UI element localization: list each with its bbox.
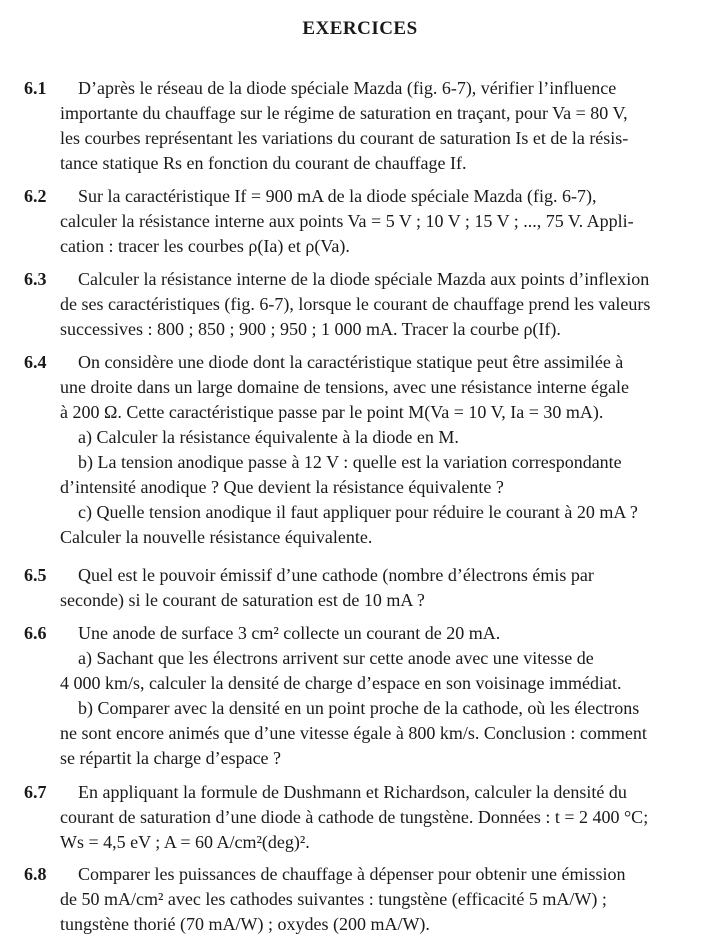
exercise-subquestion: b) Comparer avec la densité en un point proche de la cathode, où les électrons [78,698,640,718]
exercise-line: Une anode de surface 3 cm² collecte un courant de 20 mA. [78,623,501,643]
exercise-line: Ws = 4,5 eV ; A = 60 A/cm²(deg)². [60,832,310,852]
exercise-line: à 200 Ω. Cette caractéristique passe par le point M(Va = 10 V, Ia = 30 mA). [60,402,604,422]
exercise-line: seconde) si le courant de saturation est de 10 mA ? [60,590,425,610]
exercise-line: de ses caractéristiques (fig. 6-7), lorsque le courant de chauffage prend les valeurs [60,294,651,314]
exercise-number: 6.5 [24,565,47,585]
exercise-line: Comparer les puissances de chauffage à dépenser pour obtenir une émission [78,864,626,884]
exercise-line: courant de saturation d’une diode à cathode de tungstène. Données : t = 2 400 °C; [60,807,649,827]
exercise-line: se répartit la charge d’espace ? [60,748,282,768]
exercise-line: successives : 800 ; 850 ; 900 ; 950 ; 1 000 mA. Tracer la courbe ρ(If). [60,319,561,339]
exercise-number: 6.8 [24,864,47,884]
exercise-number: 6.2 [24,186,47,206]
page-title: EXERCICES [302,18,418,39]
exercise-number: 6.3 [24,269,47,289]
exercise-line: cation : tracer les courbes ρ(Ia) et ρ(Va). [60,236,350,256]
exercise-line: les courbes représentant les variations du courant de saturation Is et de la résis- [60,128,629,148]
exercise-line: D’après le réseau de la diode spéciale Mazda (fig. 6-7), vérifier l’influence [78,78,617,98]
exercise-line: 4 000 km/s, calculer la densité de charge d’espace en son voisinage immédiat. [60,673,622,693]
exercise-line: calculer la résistance interne aux points Va = 5 V ; 10 V ; 15 V ; ..., 75 V. Appli- [60,211,634,231]
exercise-line: une droite dans un large domaine de tensions, avec une résistance interne égale [60,377,629,397]
exercise-subquestion: a) Calculer la résistance équivalente à la diode en M. [78,427,459,447]
exercise-subquestion: c) Quelle tension anodique il faut appliquer pour réduire le courant à 20 mA ? [78,502,638,522]
exercise-line: Sur la caractéristique If = 900 mA de la diode spéciale Mazda (fig. 6-7), [78,186,597,206]
exercise-line: Calculer la résistance interne de la diode spéciale Mazda aux points d’inflexion [78,269,650,289]
exercise-number: 6.1 [24,78,47,98]
exercise-line: Quel est le pouvoir émissif d’une cathode (nombre d’électrons émis par [78,565,594,585]
exercise-number: 6.6 [24,623,47,643]
exercise-subquestion: a) Sachant que les électrons arrivent sur cette anode avec une vitesse de [78,648,594,668]
exercise-number: 6.4 [24,352,47,372]
exercise-line: importante du chauffage sur le régime de saturation en traçant, pour Va = 80 V, [60,103,628,123]
exercise-line: En appliquant la formule de Dushmann et Richardson, calculer la densité du [78,782,627,802]
exercise-line: Calculer la nouvelle résistance équivalente. [60,527,373,547]
exercise-line: de 50 mA/cm² avec les cathodes suivantes : tungstène (efficacité 5 mA/W) ; [60,889,607,909]
exercise-line: tance statique Rs en fonction du courant de chauffage If. [60,153,467,173]
exercise-line: On considère une diode dont la caractéristique statique peut être assimilée à [78,352,624,372]
exercise-number: 6.7 [24,782,47,802]
exercise-line: ne sont encore animés que d’une vitesse égale à 800 km/s. Conclusion : comment [60,723,647,743]
exercise-line: d’intensité anodique ? Que devient la résistance équivalente ? [60,477,504,497]
exercise-line: tungstène thorié (70 mA/W) ; oxydes (200 mA/W). [60,914,430,934]
exercise-subquestion: b) La tension anodique passe à 12 V : quelle est la variation correspondante [78,452,622,472]
